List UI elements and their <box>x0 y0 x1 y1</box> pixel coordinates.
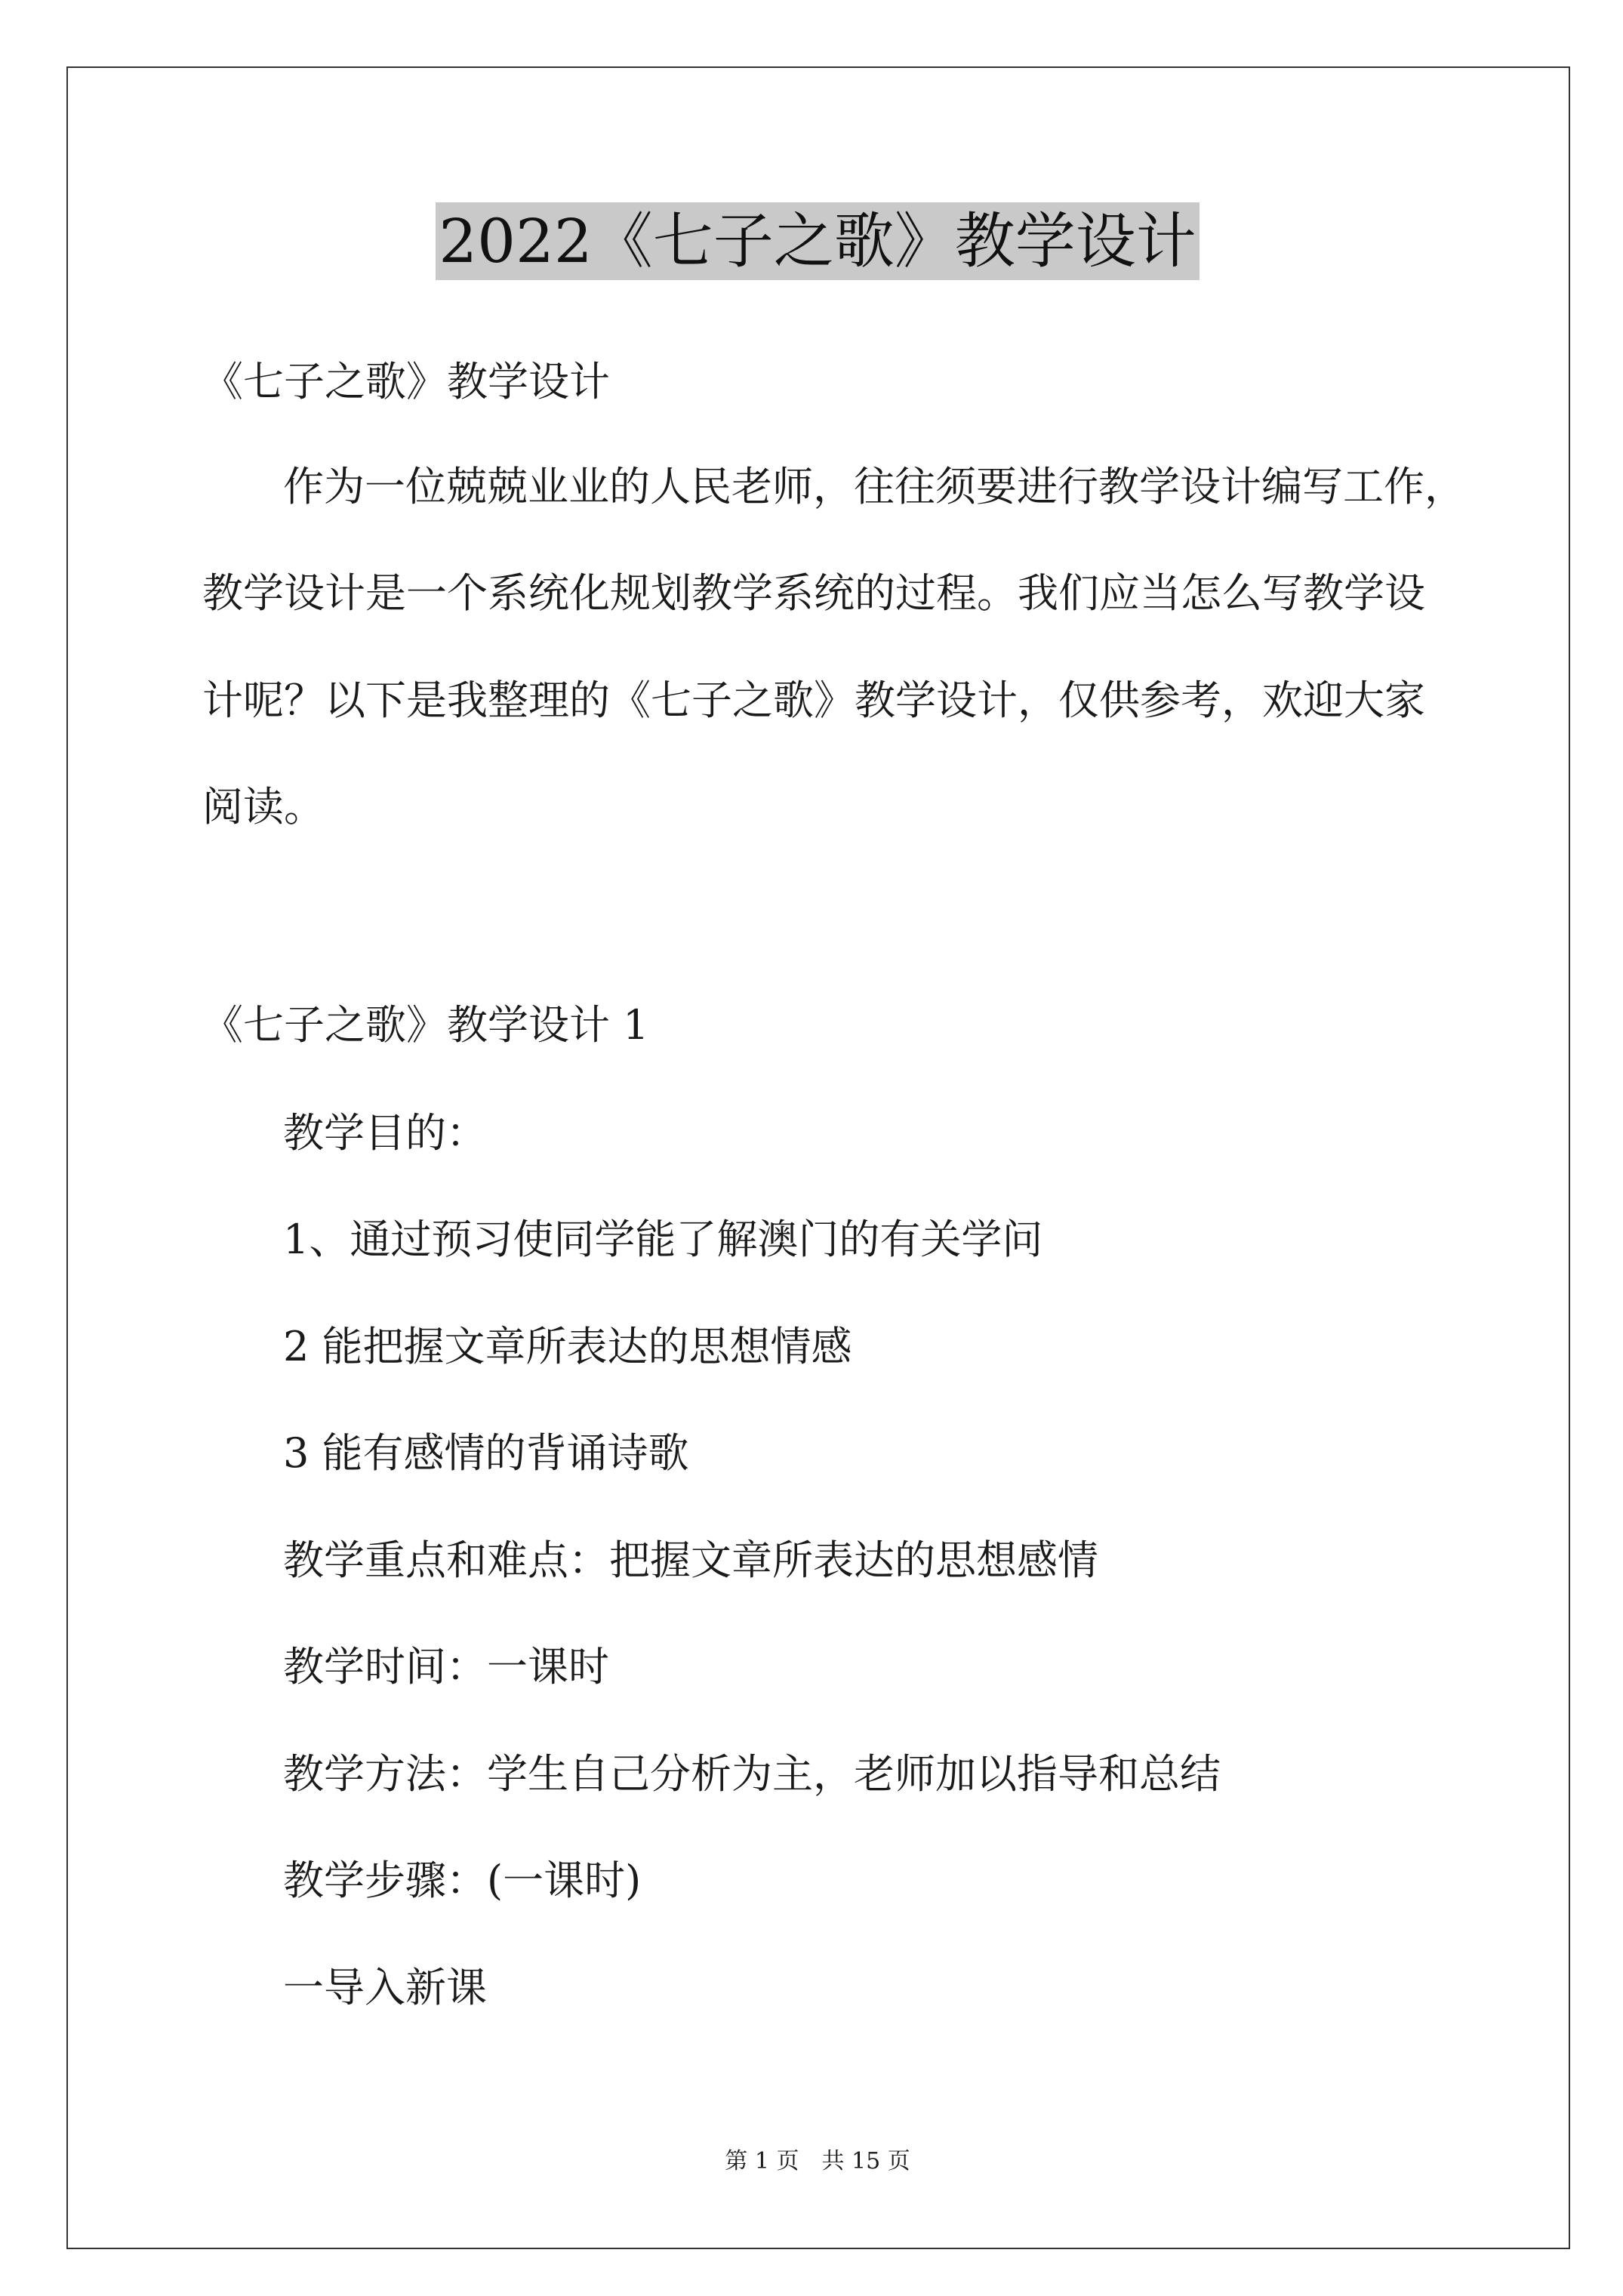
intro-paragraph-line: 计呢？以下是我整理的《七子之歌》教学设计，仅供参考，欢迎大家 <box>202 676 1425 724</box>
teaching-objectives-label: 教学目的： <box>283 1109 487 1157</box>
objective-item: 2 能把握文章所表达的思想情感 <box>283 1323 852 1370</box>
intro-paragraph-line: 阅读。 <box>202 783 325 831</box>
teaching-steps-line: 教学步骤：(一课时) <box>283 1857 642 1904</box>
teaching-time-line: 教学时间：一课时 <box>283 1643 609 1690</box>
teaching-method-line: 教学方法：学生自己分析为主，老师加以指导和总结 <box>283 1750 1221 1798</box>
section-heading: 《七子之歌》教学设计 1 <box>202 1001 649 1049</box>
document-title: 2022《七子之歌》教学设计 <box>436 202 1200 280</box>
intro-paragraph-line: 教学设计是一个系统化规划教学系统的过程。我们应当怎么写教学设 <box>202 569 1425 617</box>
intro-paragraph-line: 作为一位兢兢业业的人民老师，往往须要进行教学设计编写工作， <box>283 463 1465 510</box>
key-points-line: 教学重点和难点：把握文章所表达的思想感情 <box>283 1536 1098 1584</box>
step-introduction-line: 一导入新课 <box>283 1964 487 2011</box>
title-container <box>66 202 1569 280</box>
objective-item: 1、通过预习使同学能了解澳门的有关学问 <box>283 1216 1043 1263</box>
document-heading: 《七子之歌》教学设计 <box>202 358 610 405</box>
objective-item: 3 能有感情的背诵诗歌 <box>283 1429 689 1477</box>
page-footer: 第 1 页 共 15 页 <box>725 2148 910 2174</box>
